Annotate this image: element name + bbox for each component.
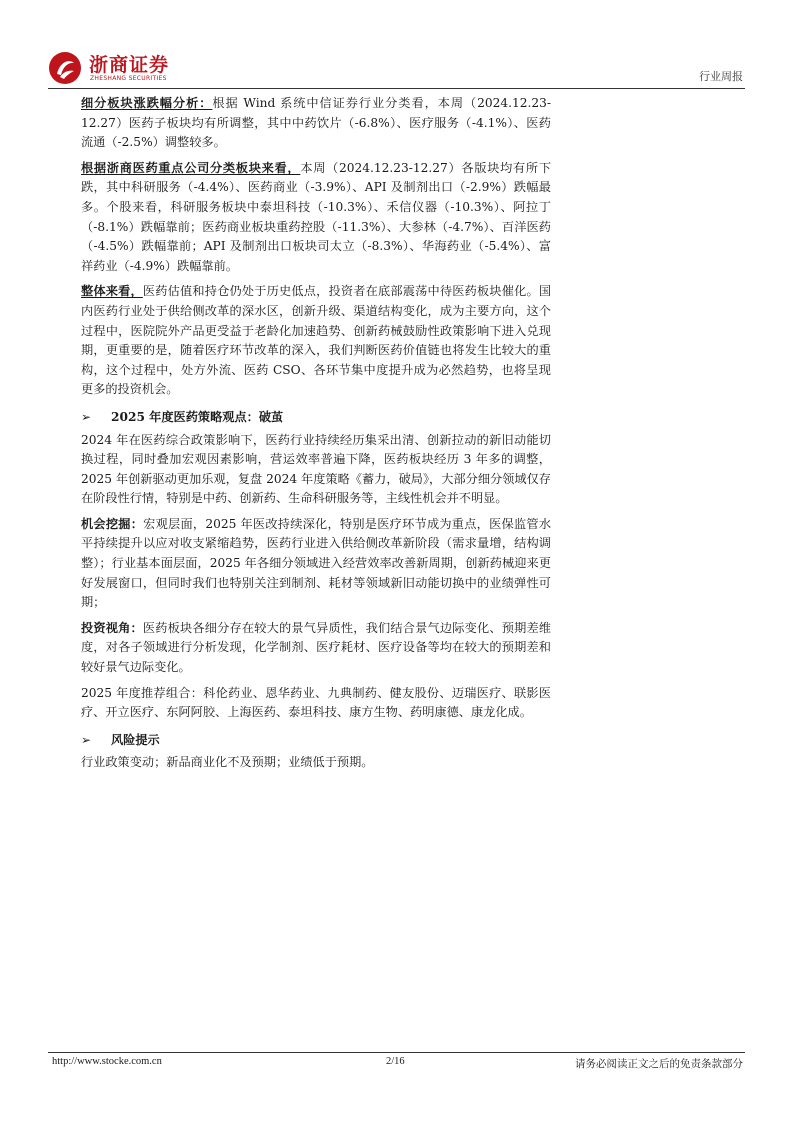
- paragraph-key-companies: [81, 159, 551, 277]
- paragraph-risk: [81, 753, 551, 773]
- header-divider: [48, 88, 745, 89]
- paragraph-opportunities: [81, 515, 551, 613]
- paragraph-overall-view: [81, 282, 551, 400]
- paragraph-text: 本周（2024.12.23-12.27）各版块均有所下跌，其中科研服务（-4.4%）、医药商业（-3.9%）、API 及制剂出口（-2.9%）跌幅最多。个股来看，科研服务板块中泰坦科技（-10.3%）、禾信仪器（-10.3%）、阿拉丁（-8.1%）跌幅靠前；医药商业板块重药控股（-11.3%）、大参林（-4.7%）、百洋医药（-4.5%）跌幅靠前；API 及制剂出口板块司太立（-8.3%）、华海药业（-5.4%）、富祥药业（-4.9%）跌幅靠前。: [81, 160, 552, 273]
- section-heading-strategy: [81, 408, 551, 428]
- brand-name: 浙商证券: [89, 54, 170, 76]
- paragraph-text: 宏观层面，2025 年医改持续深化，特别是医疗环节成为重点，医保监管水平持续提升以应对收支紧缩趋势，医药行业进入供给侧改革新阶段（需求量增，结构调整）；行业基本面层面，2025 年各细分领域进入经营效率改善新周期，创新药械迎来更好发展窗口，但同时我们也特别关注到制剂、耗材等领域新旧动能切换中的业绩弹性可期；: [81, 516, 552, 610]
- paragraph-label: 整体来看，: [81, 284, 143, 299]
- paragraph-text: 2025 年度推荐组合：科伦药业、恩华药业、九典制药、健友股份、迈瑞医疗、联影医疗、开立医疗、东阿阿胶、上海医药、泰坦科技、康方生物、药明康德、康龙化成。: [81, 685, 551, 720]
- section-heading-risk: [81, 731, 551, 751]
- paragraph-text: 行业政策变动；新品商业化不及预期；业绩低于预期。: [81, 755, 374, 770]
- zheshang-logo-icon: [48, 51, 82, 85]
- paragraph-label: 机会挖掘：: [81, 516, 144, 531]
- paragraph-label: 投资视角：: [81, 620, 143, 635]
- paragraph-label: 根据浙商医药重点公司分类板块来看，: [81, 160, 301, 175]
- report-type: 行业周报: [699, 70, 743, 83]
- brand-name-english: ZHESHANG SECURITIES: [90, 75, 167, 82]
- paragraph-strategy-review: [81, 431, 551, 509]
- website-link[interactable]: http://www.stocke.com.cn: [52, 1056, 162, 1067]
- page-header: [48, 44, 745, 88]
- footer-divider: [48, 1052, 745, 1053]
- arrow-bullet-icon: ➢: [81, 409, 92, 424]
- paragraph-text: 医药估值和持仓仍处于历史低点，投资者在底部震荡中待医药板块催化。国内医药行业处于供给侧改革的深水区，创新升级、渠道结构变化，成为主要方向，这个过程中，医院院外产品更受益于老龄化加速趋势、创新药械鼓励性政策影响下进入兑现期，更重要的是，随着医疗环节改革的深入，我们判断医药价值链也将发生比较大的重构，这个过程中，处方外流、医药 CSO、各环节集中度提升成为必然趋势，也将呈现更多的投资机会。: [81, 284, 552, 397]
- disclaimer-note: 请务必阅读正文之后的免责条款部分: [575, 1058, 743, 1070]
- paragraph-investment-view: [81, 619, 551, 678]
- paragraph-text: 医药板块各细分存在较大的景气异质性，我们结合景气边际变化、预期差维度，对各子领域进行分析发现，化学制剂、医疗耗材、医疗设备等均在较大的预期差和较好景气边际变化。: [81, 620, 552, 675]
- arrow-bullet-icon: ➢: [81, 732, 92, 747]
- paragraph-recommended-portfolio: [81, 684, 551, 723]
- paragraph-text: 2024 年在医药综合政策影响下，医药行业持续经历集采出清、创新拉动的新旧动能切换过程，同时叠加宏观因素影响，营运效率普遍下降，医药板块经历 3 年多的调整，2025 年创新驱动更加乐观，复盘 2024 年度策略《蓄力，破局》，大部分细分领域仅存在阶段性行情，特别是中药、创新药、生命科研服务等，主线性机会并不明显。: [81, 432, 551, 506]
- heading-text: 2025 年度医药策略观点：破茧: [111, 409, 284, 424]
- heading-text: 风险提示: [111, 732, 160, 747]
- report-body: [81, 94, 551, 773]
- page-number: 2/16: [386, 1056, 405, 1067]
- paragraph-sector-analysis: [81, 94, 551, 153]
- paragraph-text: 根据 Wind 系统中信证券行业分类看，本周（2024.12.23-12.27）医药子板块均有所调整，其中中药饮片（-6.8%）、医疗服务（-4.1%）、医药流通（-2.5%）调整较多。: [81, 96, 552, 150]
- paragraph-label: 细分板块涨跌幅分析：: [81, 96, 213, 110]
